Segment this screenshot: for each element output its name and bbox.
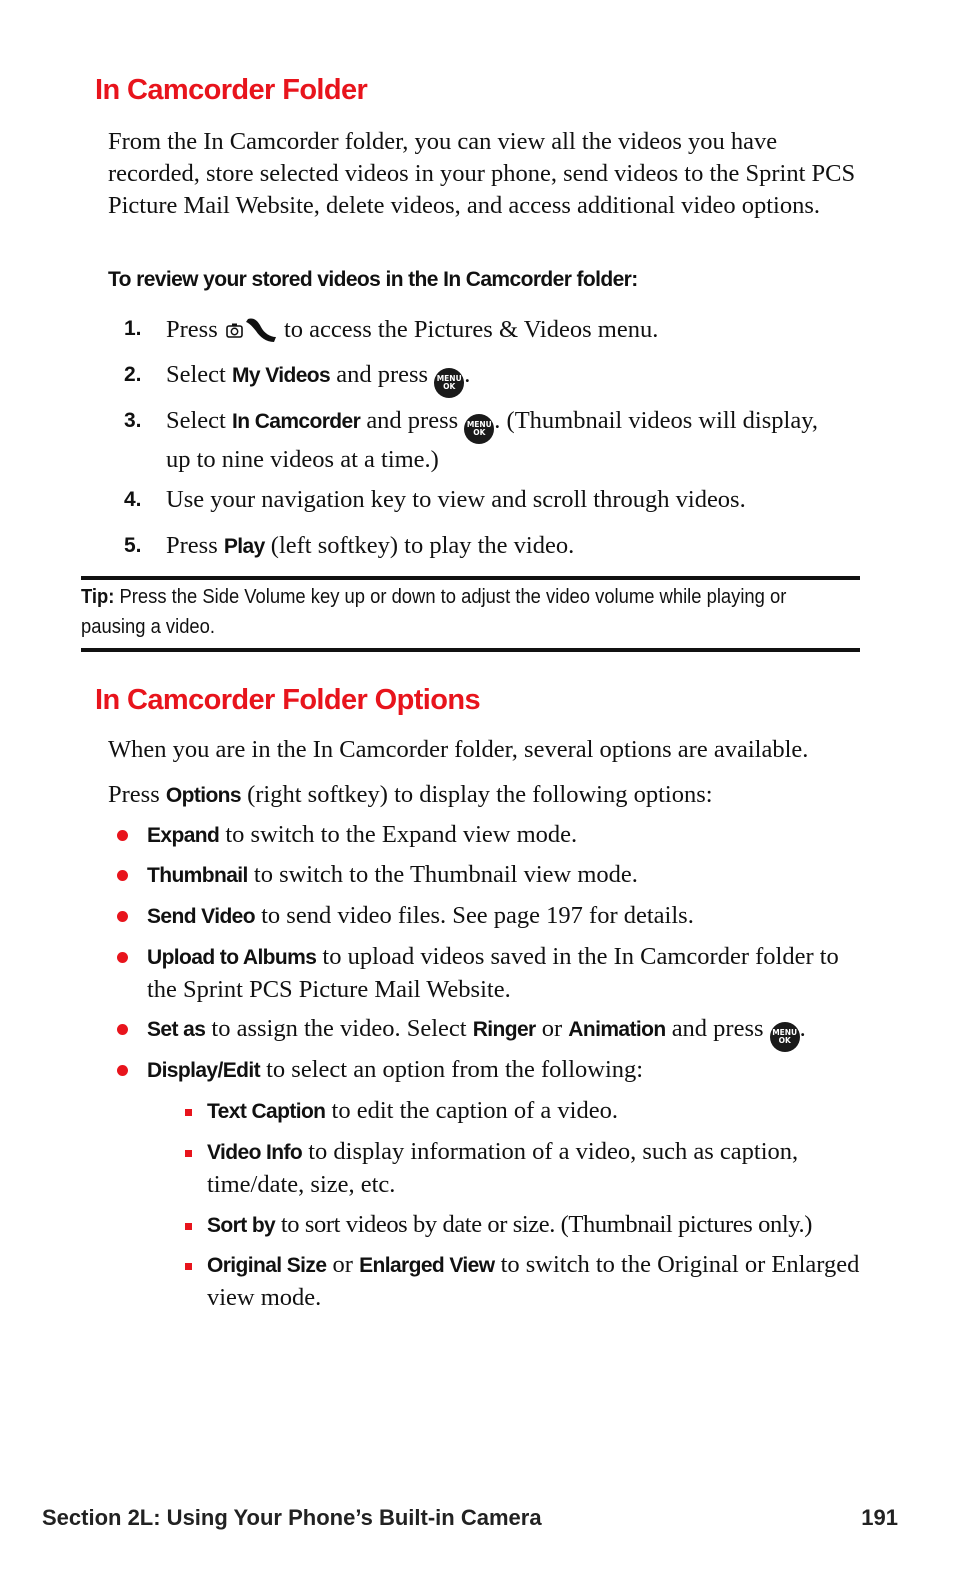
section-title: In Camcorder Folder Options — [95, 684, 481, 716]
sub-list-item: Sort by to sort videos by date or size. (Thumbnail pictures only.) — [185, 1209, 865, 1242]
bullet-icon — [117, 1065, 128, 1076]
list-item: Thumbnail to switch to the Thumbnail view mode. — [117, 859, 857, 892]
list-item: Upload to Albums to upload videos saved in the In Camcorder folder to the Sprint PCS Picture Mail Website. — [117, 941, 857, 1006]
tip-rule-bottom — [81, 648, 860, 652]
square-bullet-icon — [185, 1109, 192, 1116]
list-item: Send Video to send video files. See page 197 for details. — [117, 900, 857, 933]
list-item: Expand to switch to the Expand view mode. — [117, 819, 857, 852]
page-footer — [42, 1505, 898, 1531]
camera-key-icon — [224, 313, 278, 352]
bullet-icon — [117, 911, 128, 922]
step-4: 4. Use your navigation key to view and scroll through videos. — [124, 486, 746, 513]
tip-text: Press the Side Volume key up or down to adjust the video volume while playing or pausing a video. — [81, 586, 787, 638]
tip-label: Tip: — [81, 586, 115, 608]
step-5: 5. Press Play (left softkey) to play the video. — [124, 532, 575, 559]
square-bullet-icon — [185, 1263, 192, 1270]
footer-section: Section 2L: Using Your Phone’s Built-in Camera — [42, 1505, 542, 1530]
menu-ok-icon: MENU OK — [434, 368, 464, 398]
step-1: 1. Press to access the Pictures & Videos menu. — [124, 313, 844, 352]
options-press-line: Press Options (right softkey) to display the following options: — [108, 781, 713, 808]
page-number: 191 — [861, 1505, 898, 1530]
list-item: Set as to assign the video. Select Ringer or Animation and press MENU OK . — [117, 1013, 857, 1052]
square-bullet-icon — [185, 1223, 192, 1230]
sub-list-item: Text Caption to edit the caption of a video. — [185, 1095, 865, 1128]
tip-box — [81, 582, 845, 642]
sub-list-item: Video Info to display information of a video, such as caption, time/date, size, etc. — [185, 1136, 865, 1201]
step-3: 3. Select In Camcorder and press MENU OK . (Thumbnail videos will display, up to nine videos at a time.) — [124, 407, 818, 473]
bullet-icon — [117, 1024, 128, 1035]
bullet-icon — [117, 952, 128, 963]
sub-list-item: Original Size or Enlarged View to switch to the Original or Enlarged view mode. — [185, 1249, 865, 1314]
procedure-lead: To review your stored videos in the In Camcorder folder: — [108, 268, 638, 291]
intro-paragraph: From the In Camcorder folder, you can view all the videos you have recorded, store selected videos in your phone, send videos to the Sprint PCS Picture Mail Website, delete videos, and access additional video options. — [108, 128, 856, 219]
bullet-icon — [117, 870, 128, 881]
tip-rule-top — [81, 576, 860, 580]
menu-ok-icon: MENU OK — [770, 1022, 800, 1052]
list-item: Display/Edit to select an option from the following: — [117, 1054, 857, 1087]
square-bullet-icon — [185, 1150, 192, 1157]
menu-ok-icon: MENU OK — [464, 414, 494, 444]
options-intro: When you are in the In Camcorder folder, several options are available. — [108, 736, 809, 763]
bullet-icon — [117, 830, 128, 841]
section-title: In Camcorder Folder — [95, 74, 368, 106]
step-2: 2. Select My Videos and press MENU OK . — [124, 359, 844, 398]
